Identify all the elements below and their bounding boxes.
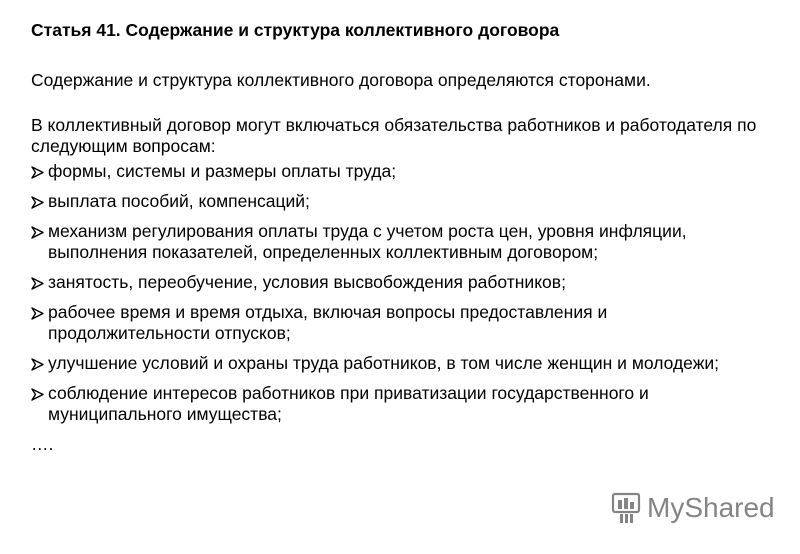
obligations-list: [31, 161, 771, 425]
list-item: [31, 161, 771, 182]
list-item-text: механизм регулирования оплаты труда с учетом роста цен, уровня инфляции, выполнения показателей, определенных коллективным договором;: [48, 221, 687, 262]
arrow-bullet-icon: [31, 196, 44, 209]
page-title: Статья 41. Содержание и структура коллективного договора: [31, 20, 560, 40]
list-item-text: выплата пособий, компенсаций;: [48, 191, 310, 211]
presentation-icon: [611, 491, 641, 525]
slide-content: [31, 18, 771, 455]
arrow-bullet-icon: [31, 358, 44, 371]
list-item-text: формы, системы и размеры оплаты труда;: [48, 161, 397, 181]
arrow-bullet-icon: [31, 226, 44, 239]
list-item: [31, 302, 771, 344]
watermark-text: MyShared: [647, 492, 775, 523]
intro-paragraph: Содержание и структура коллективного договора определяются сторонами.: [31, 70, 651, 90]
list-item: [31, 221, 771, 263]
lead-paragraph: В коллективный договор могут включаться обязательства работников и работодателя по следующим вопросам:: [31, 115, 757, 156]
arrow-bullet-icon: [31, 277, 44, 290]
list-item-text: рабочее время и время отдыха, включая вопросы предоставления и продолжительности отпусков;: [48, 302, 608, 343]
list-item: [31, 272, 771, 293]
watermark: [611, 488, 775, 528]
arrow-bullet-icon: [31, 307, 44, 320]
list-item: [31, 353, 771, 374]
list-item-text: занятость, переобучение, условия высвобождения работников;: [48, 272, 566, 292]
list-item: [31, 383, 771, 425]
list-item-text: соблюдение интересов работников при приватизации государственного и муниципального имущества;: [48, 383, 649, 424]
arrow-bullet-icon: [31, 166, 44, 179]
ellipsis-text: ….: [31, 434, 54, 454]
list-item: [31, 191, 771, 212]
list-item-text: улучшение условий и охраны труда работников, в том числе женщин и молодежи;: [48, 353, 720, 373]
arrow-bullet-icon: [31, 388, 44, 401]
